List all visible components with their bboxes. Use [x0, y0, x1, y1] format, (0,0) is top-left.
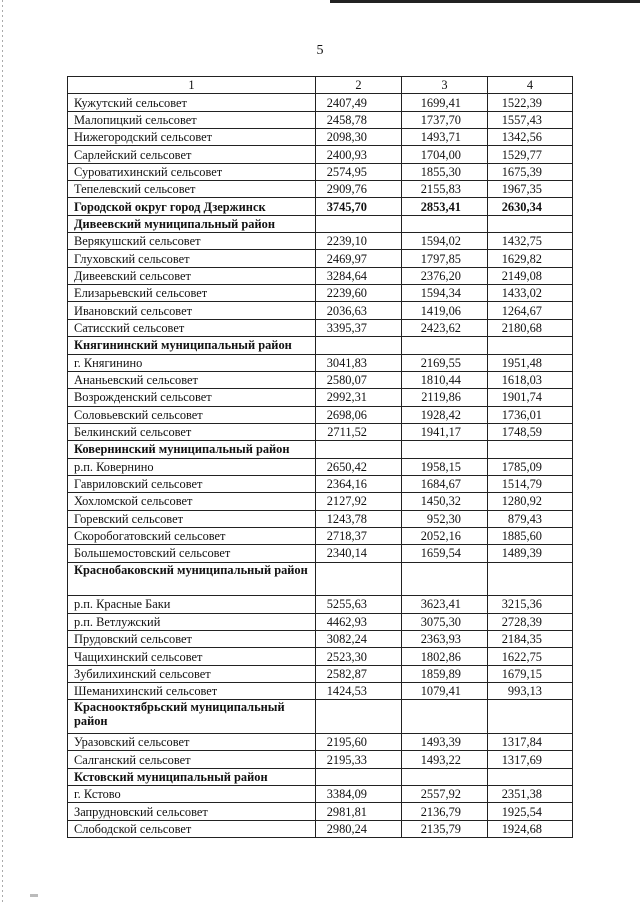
name-cell: Гавриловский сельсовет	[68, 475, 316, 492]
name-cell: Горевский сельсовет	[68, 510, 316, 527]
value-cell	[488, 768, 573, 785]
name-cell: Слободской сельсовет	[68, 820, 316, 837]
value-cell: 2180,68	[488, 319, 573, 336]
value-cell: 2407,49	[316, 94, 402, 111]
value-cell: 1557,43	[488, 111, 573, 128]
value-cell	[488, 700, 573, 734]
table-row	[68, 475, 573, 492]
value-cell: 1594,02	[402, 233, 488, 250]
value-cell: 1704,00	[402, 146, 488, 163]
value-cell: 1618,03	[488, 371, 573, 388]
value-cell: 2149,08	[488, 267, 573, 284]
name-cell: Кужутский сельсовет	[68, 94, 316, 111]
name-cell: р.п. Красные Баки	[68, 596, 316, 613]
table-row	[68, 596, 573, 613]
value-cell: 993,13	[488, 683, 573, 700]
value-cell: 879,43	[488, 510, 573, 527]
name-cell: г. Кстово	[68, 786, 316, 803]
scan-edge	[2, 0, 3, 905]
value-cell: 2728,39	[488, 613, 573, 630]
value-cell: 2052,16	[402, 527, 488, 544]
value-cell: 1684,67	[402, 475, 488, 492]
column-header: 4	[488, 77, 573, 94]
top-rule	[330, 0, 640, 3]
value-cell: 2184,35	[488, 631, 573, 648]
table-header-row	[68, 77, 573, 94]
value-cell: 2169,55	[402, 354, 488, 371]
value-cell: 1243,78	[316, 510, 402, 527]
scan-mark	[30, 894, 38, 897]
value-cell: 1855,30	[402, 163, 488, 180]
value-cell: 2036,63	[316, 302, 402, 319]
value-cell: 3623,41	[402, 596, 488, 613]
table-row	[68, 285, 573, 302]
value-cell: 952,30	[402, 510, 488, 527]
name-cell: Белкинский сельсовет	[68, 423, 316, 440]
name-cell: Малопицкий сельсовет	[68, 111, 316, 128]
name-cell: Большемостовский сельсовет	[68, 545, 316, 562]
value-cell: 1802,86	[402, 648, 488, 665]
value-cell	[402, 562, 488, 596]
value-cell: 1737,70	[402, 111, 488, 128]
value-cell: 2364,16	[316, 475, 402, 492]
value-cell: 2458,78	[316, 111, 402, 128]
table-row	[68, 111, 573, 128]
value-cell: 2630,34	[488, 198, 573, 215]
value-cell: 2363,93	[402, 631, 488, 648]
value-cell: 2574,95	[316, 163, 402, 180]
value-cell	[402, 215, 488, 232]
name-cell: Дивеевский муниципальный район	[68, 215, 316, 232]
table-row	[68, 648, 573, 665]
value-cell	[316, 562, 402, 596]
value-cell: 1736,01	[488, 406, 573, 423]
name-cell: Соловьевский сельсовет	[68, 406, 316, 423]
table-row	[68, 734, 573, 751]
value-cell: 1925,54	[488, 803, 573, 820]
value-cell: 1785,09	[488, 458, 573, 475]
name-cell: Верякушский сельсовет	[68, 233, 316, 250]
value-cell: 1419,06	[402, 302, 488, 319]
table-row	[68, 803, 573, 820]
value-cell: 1622,75	[488, 648, 573, 665]
value-cell: 2376,20	[402, 267, 488, 284]
value-cell: 3284,64	[316, 267, 402, 284]
value-cell: 1951,48	[488, 354, 573, 371]
value-cell: 1748,59	[488, 423, 573, 440]
value-cell: 1514,79	[488, 475, 573, 492]
value-cell: 2135,79	[402, 820, 488, 837]
value-cell	[488, 562, 573, 596]
value-cell: 3075,30	[402, 613, 488, 630]
value-cell: 2127,92	[316, 493, 402, 510]
value-cell: 1433,02	[488, 285, 573, 302]
value-cell: 1675,39	[488, 163, 573, 180]
table-row	[68, 751, 573, 768]
table-row	[68, 820, 573, 837]
value-cell: 5255,63	[316, 596, 402, 613]
table-group-row	[68, 337, 573, 354]
table-group-row	[68, 700, 573, 734]
table-row	[68, 786, 573, 803]
table-row	[68, 267, 573, 284]
value-cell: 1901,74	[488, 389, 573, 406]
value-cell: 3745,70	[316, 198, 402, 215]
name-cell: Дивеевский сельсовет	[68, 267, 316, 284]
value-cell: 1924,68	[488, 820, 573, 837]
name-cell: Скоробогатовский сельсовет	[68, 527, 316, 544]
name-cell: Суроватихинский сельсовет	[68, 163, 316, 180]
value-cell: 1967,35	[488, 181, 573, 198]
value-cell: 2469,97	[316, 250, 402, 267]
value-cell: 1659,54	[402, 545, 488, 562]
table-row	[68, 406, 573, 423]
value-cell	[316, 768, 402, 785]
value-cell: 1594,34	[402, 285, 488, 302]
table-row	[68, 302, 573, 319]
table-row	[68, 319, 573, 336]
value-cell	[488, 337, 573, 354]
value-cell: 2423,62	[402, 319, 488, 336]
name-cell: Городской округ город Дзержинск	[68, 198, 316, 215]
value-cell	[316, 215, 402, 232]
name-cell: р.п. Ковернино	[68, 458, 316, 475]
table-group-row	[68, 198, 573, 215]
table-group-row	[68, 562, 573, 596]
value-cell: 1679,15	[488, 665, 573, 682]
value-cell: 1859,89	[402, 665, 488, 682]
value-cell	[402, 337, 488, 354]
value-cell: 2980,24	[316, 820, 402, 837]
name-cell: г. Княгинино	[68, 354, 316, 371]
value-cell: 1317,69	[488, 751, 573, 768]
name-cell: Сарлейский сельсовет	[68, 146, 316, 163]
table-row	[68, 527, 573, 544]
value-cell	[402, 700, 488, 734]
name-cell: Зубилихинский сельсовет	[68, 665, 316, 682]
value-cell: 1797,85	[402, 250, 488, 267]
value-cell: 2718,37	[316, 527, 402, 544]
value-cell: 1424,53	[316, 683, 402, 700]
name-cell: р.п. Ветлужский	[68, 613, 316, 630]
value-cell: 3215,36	[488, 596, 573, 613]
value-cell: 2351,38	[488, 786, 573, 803]
name-cell: Елизарьевский сельсовет	[68, 285, 316, 302]
value-cell: 2698,06	[316, 406, 402, 423]
table-row	[68, 389, 573, 406]
value-cell: 2853,41	[402, 198, 488, 215]
value-cell: 3395,37	[316, 319, 402, 336]
table-row	[68, 371, 573, 388]
table-row	[68, 683, 573, 700]
table-group-row	[68, 768, 573, 785]
value-cell: 1264,67	[488, 302, 573, 319]
value-cell: 2239,10	[316, 233, 402, 250]
value-cell: 2136,79	[402, 803, 488, 820]
table-row	[68, 129, 573, 146]
name-cell: Краснобаковский муниципальный район	[68, 562, 316, 596]
value-cell: 3082,24	[316, 631, 402, 648]
name-cell: Ковернинский муниципальный район	[68, 441, 316, 458]
table-row	[68, 510, 573, 527]
name-cell: Шеманихинский сельсовет	[68, 683, 316, 700]
name-cell: Тепелевский сельсовет	[68, 181, 316, 198]
name-cell: Ивановский сельсовет	[68, 302, 316, 319]
value-cell: 1342,56	[488, 129, 573, 146]
table-row	[68, 458, 573, 475]
value-cell: 2711,52	[316, 423, 402, 440]
value-cell: 2400,93	[316, 146, 402, 163]
name-cell: Хохломской сельсовет	[68, 493, 316, 510]
table-row	[68, 146, 573, 163]
value-cell: 3041,83	[316, 354, 402, 371]
value-cell: 2909,76	[316, 181, 402, 198]
table-row	[68, 545, 573, 562]
value-cell: 1941,17	[402, 423, 488, 440]
name-cell: Ананьевский сельсовет	[68, 371, 316, 388]
name-cell: Уразовский сельсовет	[68, 734, 316, 751]
name-cell: Глуховский сельсовет	[68, 250, 316, 267]
name-cell: Княгининский муниципальный район	[68, 337, 316, 354]
name-cell: Краснооктябрьский муниципальный район	[68, 700, 316, 734]
value-cell: 1629,82	[488, 250, 573, 267]
value-cell: 1493,71	[402, 129, 488, 146]
value-cell: 2119,86	[402, 389, 488, 406]
value-cell: 1885,60	[488, 527, 573, 544]
table-row	[68, 250, 573, 267]
value-cell: 2098,30	[316, 129, 402, 146]
value-cell	[316, 700, 402, 734]
table-row	[68, 233, 573, 250]
value-cell: 1529,77	[488, 146, 573, 163]
name-cell: Кстовский муниципальный район	[68, 768, 316, 785]
value-cell: 2239,60	[316, 285, 402, 302]
value-cell	[402, 441, 488, 458]
value-cell: 2340,14	[316, 545, 402, 562]
value-cell: 2580,07	[316, 371, 402, 388]
value-cell: 3384,09	[316, 786, 402, 803]
value-cell: 2582,87	[316, 665, 402, 682]
value-cell	[316, 337, 402, 354]
value-cell	[488, 215, 573, 232]
name-cell: Нижегородский сельсовет	[68, 129, 316, 146]
table-row	[68, 163, 573, 180]
value-cell: 2650,42	[316, 458, 402, 475]
value-cell: 1432,75	[488, 233, 573, 250]
value-cell: 1958,15	[402, 458, 488, 475]
value-cell	[402, 768, 488, 785]
value-cell: 1317,84	[488, 734, 573, 751]
page-number: 5	[316, 43, 324, 58]
table-row	[68, 354, 573, 371]
value-cell: 2195,33	[316, 751, 402, 768]
value-cell: 1699,41	[402, 94, 488, 111]
table-group-row	[68, 441, 573, 458]
value-cell: 1280,92	[488, 493, 573, 510]
name-cell: Запрудновский сельсовет	[68, 803, 316, 820]
data-table	[67, 76, 573, 838]
name-cell: Чащихинский сельсовет	[68, 648, 316, 665]
value-cell: 2155,83	[402, 181, 488, 198]
value-cell: 1493,39	[402, 734, 488, 751]
value-cell: 1079,41	[402, 683, 488, 700]
value-cell: 1489,39	[488, 545, 573, 562]
value-cell: 2195,60	[316, 734, 402, 751]
value-cell: 1810,44	[402, 371, 488, 388]
value-cell	[316, 441, 402, 458]
table-row	[68, 665, 573, 682]
value-cell: 1493,22	[402, 751, 488, 768]
name-cell: Салганский сельсовет	[68, 751, 316, 768]
column-header: 2	[316, 77, 402, 94]
table-row	[68, 181, 573, 198]
table-row	[68, 493, 573, 510]
value-cell	[488, 441, 573, 458]
value-cell: 2981,81	[316, 803, 402, 820]
name-cell: Прудовский сельсовет	[68, 631, 316, 648]
column-header: 1	[68, 77, 316, 94]
table-row	[68, 613, 573, 630]
name-cell: Возрожденский сельсовет	[68, 389, 316, 406]
value-cell: 2557,92	[402, 786, 488, 803]
value-cell: 2523,30	[316, 648, 402, 665]
table-row	[68, 423, 573, 440]
table-row	[68, 94, 573, 111]
value-cell: 4462,93	[316, 613, 402, 630]
column-header: 3	[402, 77, 488, 94]
value-cell: 1522,39	[488, 94, 573, 111]
table-row	[68, 631, 573, 648]
name-cell: Сатисский сельсовет	[68, 319, 316, 336]
value-cell: 1450,32	[402, 493, 488, 510]
value-cell: 1928,42	[402, 406, 488, 423]
value-cell: 2992,31	[316, 389, 402, 406]
table-body	[68, 94, 573, 838]
table-group-row	[68, 215, 573, 232]
